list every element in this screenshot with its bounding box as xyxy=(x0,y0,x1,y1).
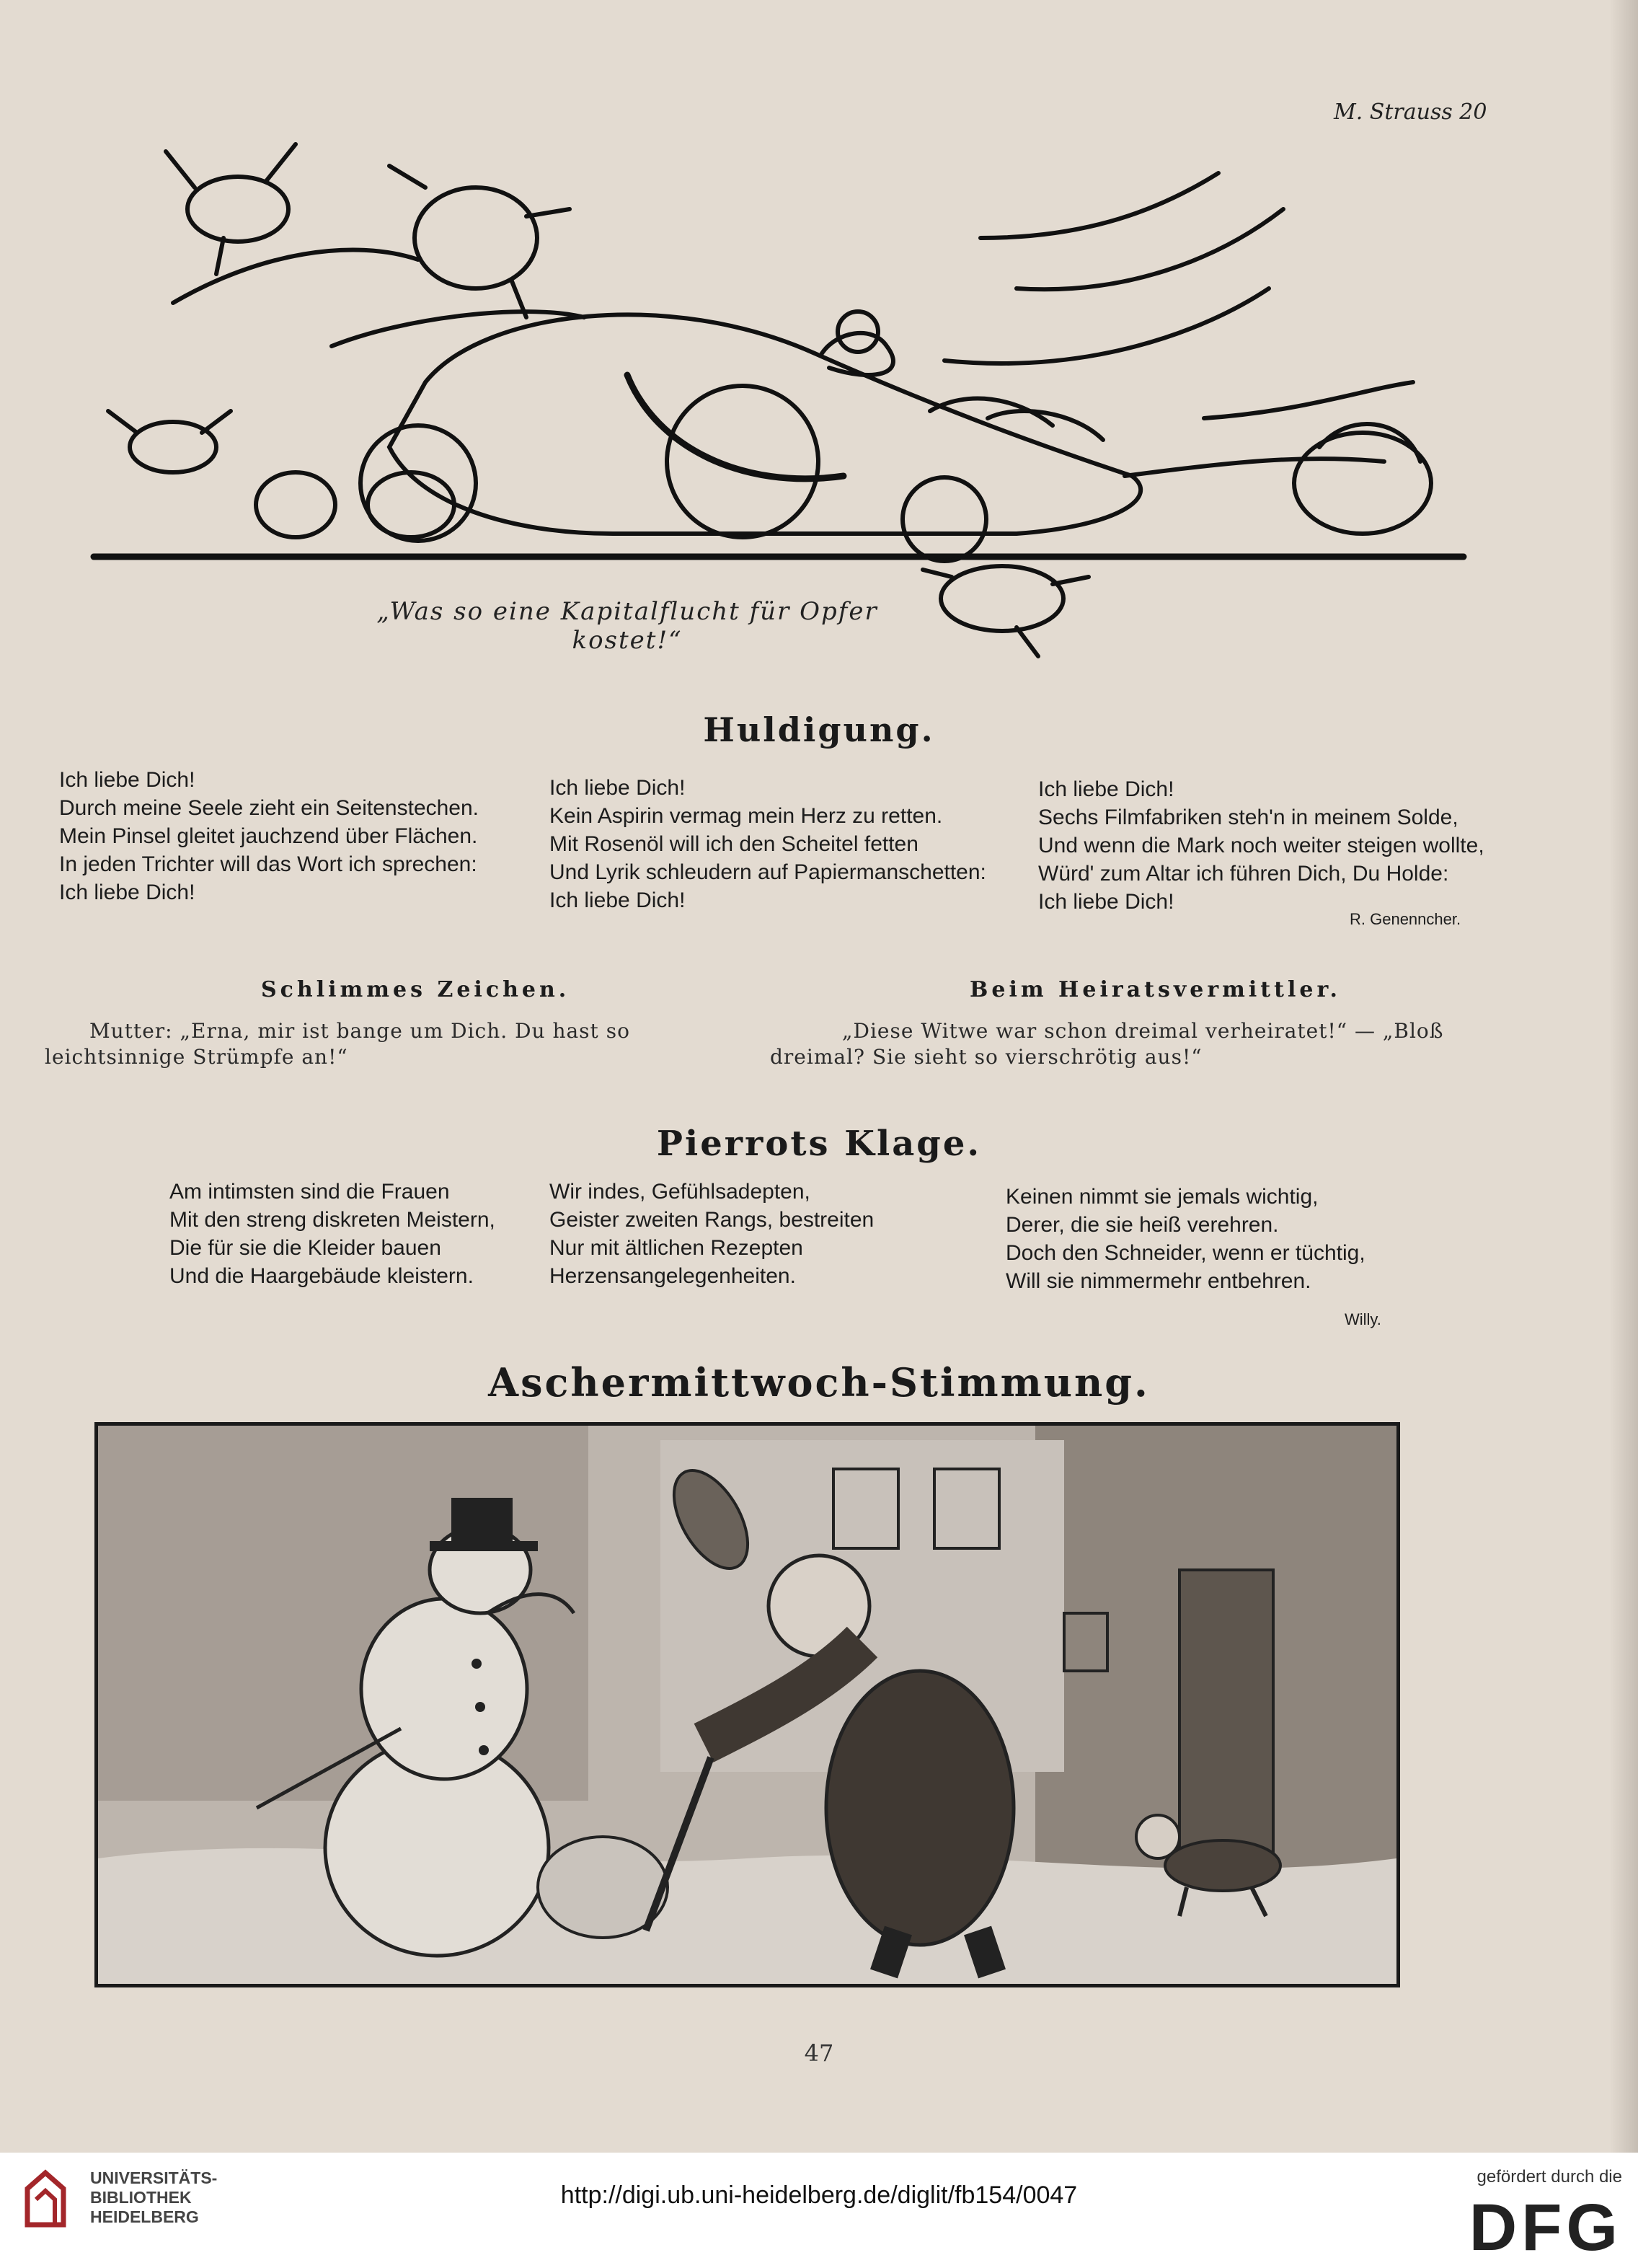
source-url-link[interactable]: http://digi.ub.uni-heidelberg.de/diglit/fb154/0047 xyxy=(560,2181,1078,2209)
poem-line: Sechs Filmfabriken steh'n in meinem Solde, xyxy=(1038,806,1458,829)
pierrot-stanza-2 xyxy=(549,1178,874,1290)
pierrot-stanza-1 xyxy=(169,1178,495,1290)
poem-line: Will sie nimmermehr entbehren. xyxy=(1006,1269,1311,1293)
schlimmes-text: Mutter: „Erna, mir ist bange um Dich. Du hast so leichtsinnige Strümpfe an!“ xyxy=(45,1019,630,1069)
funding-label: gefördert durch die xyxy=(1477,2167,1622,2187)
poem-line: Kein Aspirin vermag mein Herz zu retten. xyxy=(549,804,943,828)
dfg-logo: DFG xyxy=(1469,2191,1622,2264)
poem-line: Ich liebe Dich! xyxy=(549,888,686,912)
pierrot-title: Pierrots Klage. xyxy=(656,1124,982,1164)
poem-line: Und Lyrik schleudern auf Papiermanschetten: xyxy=(549,860,986,884)
poem-line: Ich liebe Dich! xyxy=(549,776,686,800)
schlimmes-title: Schlimmes Zeichen. xyxy=(261,977,570,1002)
huldigung-stanza-3 xyxy=(1038,775,1484,916)
poem-line: Nur mit ältlichen Rezepten xyxy=(549,1236,803,1260)
poem-line: Doch den Schneider, wenn er tüchtig, xyxy=(1006,1241,1365,1265)
snowman-scene-drawing xyxy=(98,1426,1396,1984)
poem-line: Ich liebe Dich! xyxy=(59,881,195,904)
poem-line: Und die Haargebäude kleistern. xyxy=(169,1264,474,1288)
huldigung-author: R. Genenncher. xyxy=(1350,910,1461,928)
heirat-title: Beim Heiratsvermittler. xyxy=(970,977,1342,1002)
poem-line: Derer, die sie heiß verehren. xyxy=(1006,1213,1279,1237)
poem-line: Keinen nimmt sie jemals wichtig, xyxy=(1006,1185,1319,1209)
huldigung-stanza-1 xyxy=(59,766,479,906)
poem-line: Mit Rosenöl will ich den Scheitel fetten xyxy=(549,832,918,856)
university-name-line: UNIVERSITÄTS- xyxy=(90,2168,218,2187)
poem-line: Ich liebe Dich! xyxy=(1038,890,1174,914)
ascher-title: Aschermittwoch-Stimmung. xyxy=(488,1359,1150,1406)
poem-line: Die für sie die Kleider bauen xyxy=(169,1236,441,1260)
poem-line: Geister zweiten Rangs, bestreiten xyxy=(549,1208,875,1232)
huldigung-title: Huldigung. xyxy=(703,710,935,749)
page-number: 47 xyxy=(804,2039,834,2067)
cartoon-caption: „Was so eine Kapitalflucht für Opfer kostet!“ xyxy=(376,597,878,655)
university-name-line: HEIDELBERG xyxy=(90,2207,199,2226)
snowman-cartoon-illustration xyxy=(94,1422,1400,1987)
poem-line: In jeden Trichter will das Wort ich sprechen: xyxy=(59,852,477,876)
footer-bar xyxy=(0,2153,1638,2268)
poem-line: Herzensangelegenheiten. xyxy=(549,1264,796,1288)
huldigung-stanza-2 xyxy=(549,774,986,914)
pierrot-author: Willy. xyxy=(1345,1310,1381,1328)
poem-line: Ich liebe Dich! xyxy=(1038,777,1174,801)
heirat-text: „Diese Witwe war schon dreimal verheiratet!“ — „Bloß dreimal? Sie sieht so vierschrötig aus!“ xyxy=(770,1019,1444,1069)
poem-line: Mein Pinsel gleitet jauchzend über Flächen. xyxy=(59,824,478,848)
poem-line: Würd' zum Altar ich führen Dich, Du Holde: xyxy=(1038,862,1449,886)
poem-line: Und wenn die Mark noch weiter steigen wollte, xyxy=(1038,834,1484,857)
pierrot-stanza-3 xyxy=(1006,1183,1365,1295)
artist-signature: M. Strauss 20 xyxy=(1334,100,1487,125)
poem-line: Ich liebe Dich! xyxy=(59,768,195,792)
poem-line: Mit den streng diskreten Meistern, xyxy=(169,1208,495,1232)
poem-line: Durch meine Seele zieht ein Seitenstechen. xyxy=(59,796,479,820)
poem-line: Wir indes, Gefühlsadepten, xyxy=(549,1180,810,1204)
university-name-line: BIBLIOTHEK xyxy=(90,2188,192,2207)
poem-line: Am intimsten sind die Frauen xyxy=(169,1180,450,1204)
car-cartoon-illustration xyxy=(79,72,1485,678)
